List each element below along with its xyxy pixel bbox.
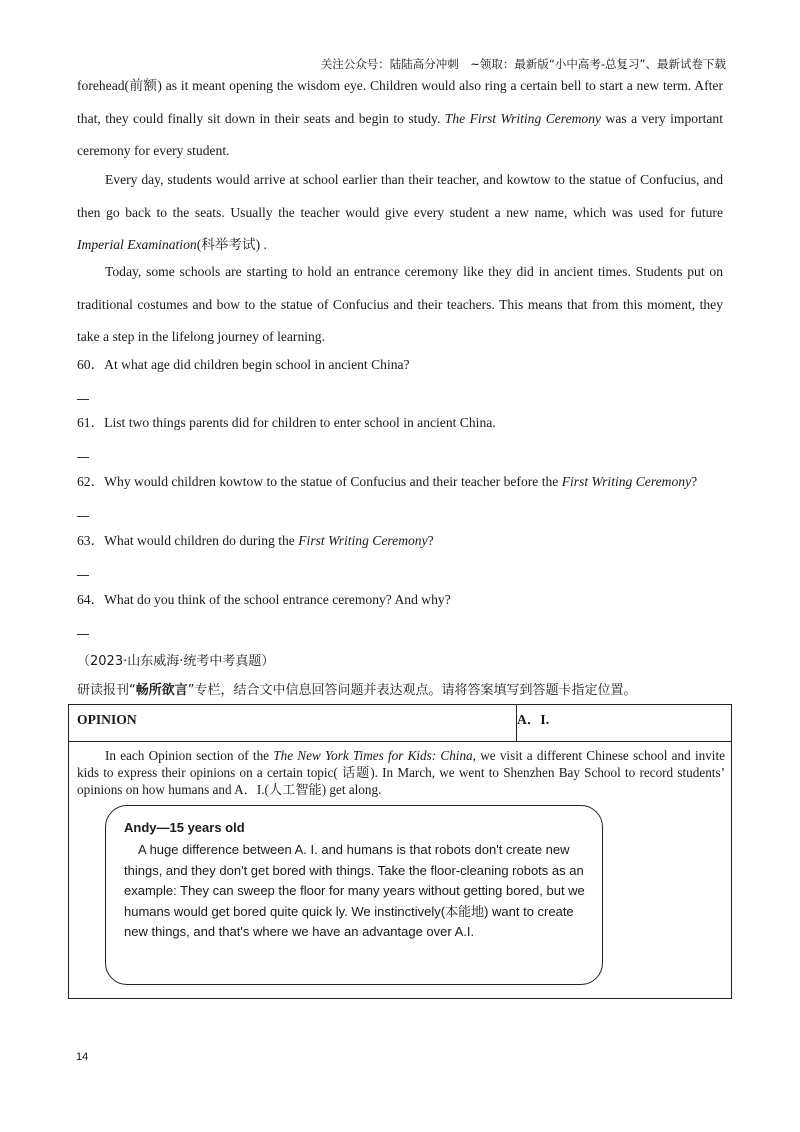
intro-text-a: In each Opinion section of the [105, 748, 270, 763]
column-name: 畅所欲言 [135, 683, 188, 698]
speaker-opinion: A huge difference between A. I. and humans is that robots don't create new things, and they don't get bored with things. Take the floor-cleaning robots as an example: They can sweep the floor for many years without getting bored, but we humans would get bored quite quick ly. We instinctively(本能地) want to create new things, and that's where we have an advantage over A.I. [124, 842, 585, 940]
q62-ceremony-title: First Writing Ceremony [561, 474, 692, 489]
question-64: 64．What do you think of the school entrance ceremony? And why? [77, 592, 451, 607]
p1-ceremony-title: The First Writing Ceremony [444, 110, 602, 126]
q63-text-a: 63．What would children do during the [77, 533, 295, 548]
q62-text-b: ? [691, 474, 698, 489]
table-header-opinion: OPINION [69, 705, 517, 741]
answer-line-64[interactable] [77, 634, 89, 635]
question-60: 60．At what age did children begin school in ancient China? [77, 357, 410, 372]
page-number: 14 [76, 1051, 89, 1063]
q63-text-b: ? [427, 533, 434, 548]
table-intro [77, 747, 725, 798]
q62-text-a: 62．Why would children kowtow to the statue of Confucius and their teacher before the [77, 474, 559, 489]
opinion-table [68, 704, 732, 999]
table-header-topic: A．I. [517, 712, 550, 727]
header-note: 关注公众号：陆陆高分冲刺 ~领取：最新版“小中高考-总复习”、最新试卷下载 [320, 57, 726, 71]
answer-line-62[interactable] [77, 516, 89, 517]
speech-bubble [105, 805, 603, 985]
p2-text-a: Every day, students would arrive at school earlier than their teacher, and kowtow to the statue of Confucius, and then go back to the seats. Usually the teacher would give every student a new name, which was used for future [77, 172, 723, 220]
question-61: 61．List two things parents did for children to enter school in ancient China. [77, 415, 496, 430]
source-citation: （2023·山东威海·统考中考真题） [77, 654, 275, 669]
passage-paragraph-2 [77, 164, 723, 262]
q63-ceremony-title: First Writing Ceremony [298, 533, 428, 548]
newspaper-title: The New York Times for Kids: China [273, 748, 473, 763]
answer-line-61[interactable] [77, 457, 89, 458]
answer-line-60[interactable] [77, 399, 89, 400]
question-63 [77, 531, 737, 551]
section-instruction [77, 679, 637, 698]
speaker-name: Andy—15 years old [124, 820, 245, 835]
passage-paragraph-1 [77, 70, 723, 168]
question-62 [77, 472, 737, 492]
p1-text-a: forehead(前额) as it meant opening the wisdom eye. Children would also ring a certain bell to start a new term. After that, they could finally sit down in their seats and begin to study. [77, 78, 723, 126]
table-header-row [69, 705, 731, 742]
p1-text-b: was a very important ceremony for every student. [77, 110, 723, 158]
passage-paragraph-3: Today, some schools are starting to hold an entrance ceremony like they did in ancient times. Students put on traditional costumes and bow to the statue of Confucius and their teachers. This means that from this moment, they take a step in the lifelong journey of learning. [77, 264, 723, 344]
instruction-text-a: 研读报刊“ [77, 683, 136, 698]
intro-text-b: , we visit a different Chinese school and invite kids to express their opinions on a certain topic( 话题). In March, we went to Shenzhen Bay School to record students’ opinions on how humans and A．I.(人工智能) get along. [77, 748, 725, 797]
p2-exam-term: Imperial Examination [77, 237, 197, 252]
p2-text-b: (科举考试) . [196, 237, 267, 252]
instruction-text-b: ”专栏，结合文中信息回答问题并表达观点。请将答案填写到答题卡指定位置。 [187, 683, 637, 698]
answer-line-63[interactable] [77, 575, 89, 576]
